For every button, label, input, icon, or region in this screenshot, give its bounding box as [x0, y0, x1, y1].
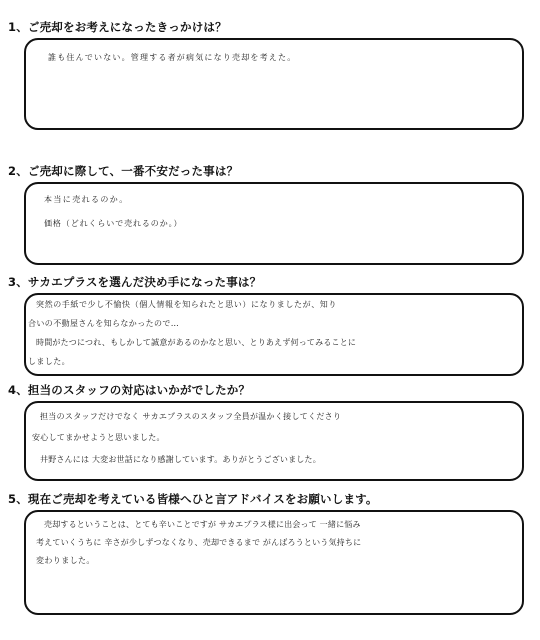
- answer-5-line: 考えていくうちに 辛さが少しずつなくなり、売却できるまで がんばろうという気持ちに: [36, 538, 362, 547]
- answer-1-line: 誰も住んでいない。管理する者が病気になり売却を考えた。: [48, 53, 297, 62]
- answer-5-line: 売却するということは、とても辛いことですが サカエプラス様に出会って 一緒に悩み: [44, 520, 361, 529]
- answer-4-line: 安心してまかせようと思いました。: [32, 433, 165, 442]
- answer-3-line: 突然の手紙で少し不愉快（個人情報を知られたと思い）になりましたが、知り: [36, 300, 337, 309]
- answer-4-line: 担当のスタッフだけでなく サカエプラスのスタッフ全員が温かく接してくださり: [40, 412, 342, 421]
- answer-2-line: 価格（どれくらいで売れるのか。）: [44, 219, 183, 228]
- question-2-label: 2、ご売却に際して、一番不安だった事は？: [8, 164, 239, 178]
- answer-box-5: [24, 510, 524, 615]
- answer-3-line: しました。: [28, 357, 70, 366]
- question-1-label: 1、ご売却をお考えになったきっかけは？: [8, 20, 227, 34]
- answer-4-line: 井野さんには 大変お世話になり感謝しています。ありがとうございました。: [40, 455, 321, 464]
- answer-2-line: 本当に売れるのか。: [44, 195, 129, 204]
- answer-box-2: [24, 182, 524, 265]
- question-3-label: 3、サカエプラスを選んだ決め手になった事は？: [8, 275, 262, 289]
- question-5-label: 5、現在ご売却を考えている皆様へひと言アドバイスをお願いします。: [8, 492, 378, 506]
- answer-3-line: 時間がたつにつれ、もしかして誠意があるのかなと思い、とりあえず何ってみることに: [36, 338, 357, 347]
- answer-5-line: 変わりました。: [36, 556, 95, 565]
- answer-box-1: [24, 38, 524, 130]
- answer-box-3: [24, 293, 524, 376]
- answer-3-line: 合いの不動屋さんを知らなかったので…: [28, 319, 180, 328]
- answer-box-4: [24, 401, 524, 481]
- question-4-label: 4、担当のスタッフの対応はいかがでしたか？: [8, 383, 251, 397]
